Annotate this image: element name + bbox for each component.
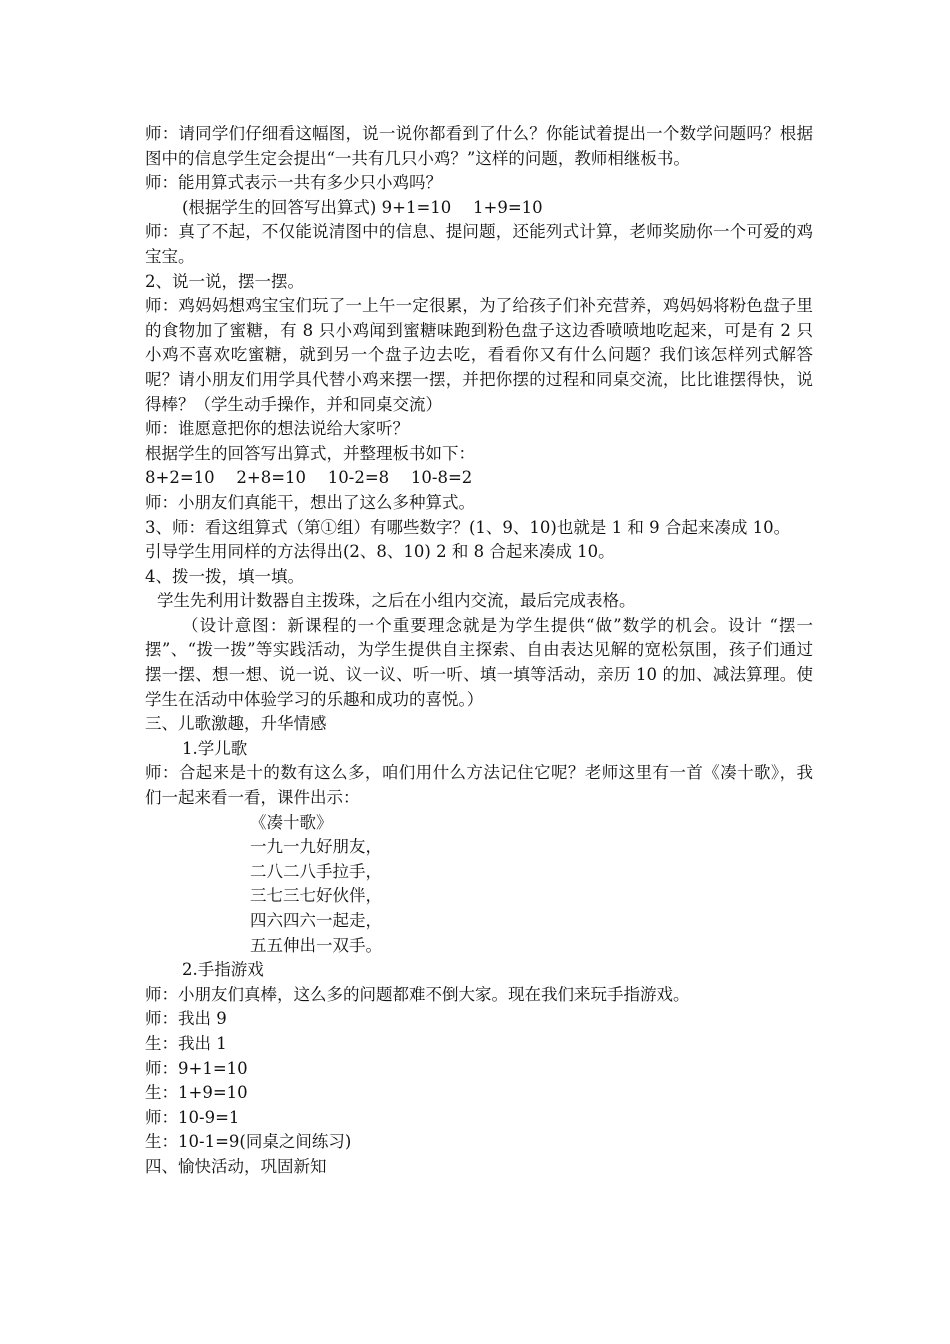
paragraph: 师：谁愿意把你的想法说给大家听？ <box>145 419 409 439</box>
dialogue-line: 生：我出 1 <box>145 1033 227 1053</box>
poem-line: 四六四六一起走， <box>250 911 382 930</box>
equation-line: (根据学生的回答写出算式) 9+1=10 1+9=10 <box>182 197 543 217</box>
poem-line: 一九一九好朋友， <box>250 837 382 857</box>
subheading: 1.学儿歌 <box>182 738 248 758</box>
dialogue-line: 师：我出 9 <box>145 1009 227 1029</box>
paragraph: 师：能用算式表示一共有多少只小鸡吗？ <box>145 173 442 193</box>
paragraph: 师：请同学们仔细看这幅图，说一说你都看到了什么？你能试着提出一个数学问题吗？根据图中的信息学生定会提出“一共有几只小鸡？”这样的问题，教师相继板书。 <box>145 124 813 168</box>
dialogue-line: 师：10-9=1 <box>145 1107 240 1127</box>
paragraph: 师：真了不起，不仅能说清图中的信息、提问题，还能列式计算，老师奖励你一个可爱的鸡宝宝。 <box>145 222 813 266</box>
design-intent-paragraph: （设计意图：新课程的一个重要理念就是为学生提供“做”数学的机会。设计 “摆一摆”、“拨一拨”等实践活动，为学生提供自主探索、自由表达见解的宽松氛围，孩子们通过摆一摆、想一想、说一说、议一议、听一听、填一填等活动，亲历 10 的加、减法算理。使学生在活动中体验学习的乐趣和成功的喜悦。） <box>145 615 813 709</box>
dialogue-line: 生：1+9=10 <box>145 1083 248 1103</box>
poem-title: 《凑十歌》 <box>250 812 333 832</box>
section-heading: 四、愉快活动，巩固新知 <box>145 1156 327 1176</box>
document-body <box>145 122 813 1180</box>
dialogue-line: 生：10-1=9(同桌之间练习) <box>145 1132 352 1152</box>
section-heading: 三、儿歌激趣，升华情感 <box>145 714 327 734</box>
poem-line: 三七三七好伙伴， <box>250 886 382 906</box>
poem-line: 五五伸出一双手。 <box>250 935 382 955</box>
paragraph: 根据学生的回答写出算式，并整理板书如下： <box>145 443 475 463</box>
paragraph: 师：小朋友们真能干，想出了这么多种算式。 <box>145 492 475 512</box>
paragraph: 师：合起来是十的数有这么多，咱们用什么方法记住它呢？老师这里有一首《凑十歌》，我们一起来看一看，课件出示： <box>145 763 813 808</box>
subheading: 2.手指游戏 <box>182 960 264 980</box>
section-heading: 4、拨一拨，填一填。 <box>145 566 304 586</box>
paragraph: 3、师：看这组算式（第①组）有哪些数字？(1、9、10)也就是 1 和 9 合起来凑成 10。 <box>145 517 791 537</box>
equation-line: 8+2=10 2+8=10 10-2=8 10-8=2 <box>145 468 473 488</box>
paragraph: 学生先利用计数器自主拨珠，之后在小组内交流，最后完成表格。 <box>157 591 636 611</box>
dialogue-line: 师：9+1=10 <box>145 1058 248 1078</box>
paragraph: 师：鸡妈妈想鸡宝宝们玩了一上午一定很累，为了给孩子们补充营养，鸡妈妈将粉色盘子里的食物加了蜜糖，有 8 只小鸡闻到蜜糖味跑到粉色盘子这边香喷喷地吃起来，可是有 2 只小鸡不喜欢吃蜜糖，就到另一个盘子边去吃，看看你又有什么问题？我们该怎样列式解答呢？请小朋友们用学具代替小鸡来摆一摆，并把你摆的过程和同桌交流，比比谁摆得快，说得棒？（学生动手操作，并和同桌交流） <box>145 296 813 414</box>
paragraph: 师：小朋友们真棒，这么多的问题都难不倒大家。现在我们来玩手指游戏。 <box>145 984 690 1004</box>
paragraph: 引导学生用同样的方法得出(2、8、10) 2 和 8 合起来凑成 10。 <box>145 542 615 562</box>
poem-line: 二八二八手拉手， <box>250 861 382 881</box>
section-heading: 2、说一说，摆一摆。 <box>145 271 304 291</box>
